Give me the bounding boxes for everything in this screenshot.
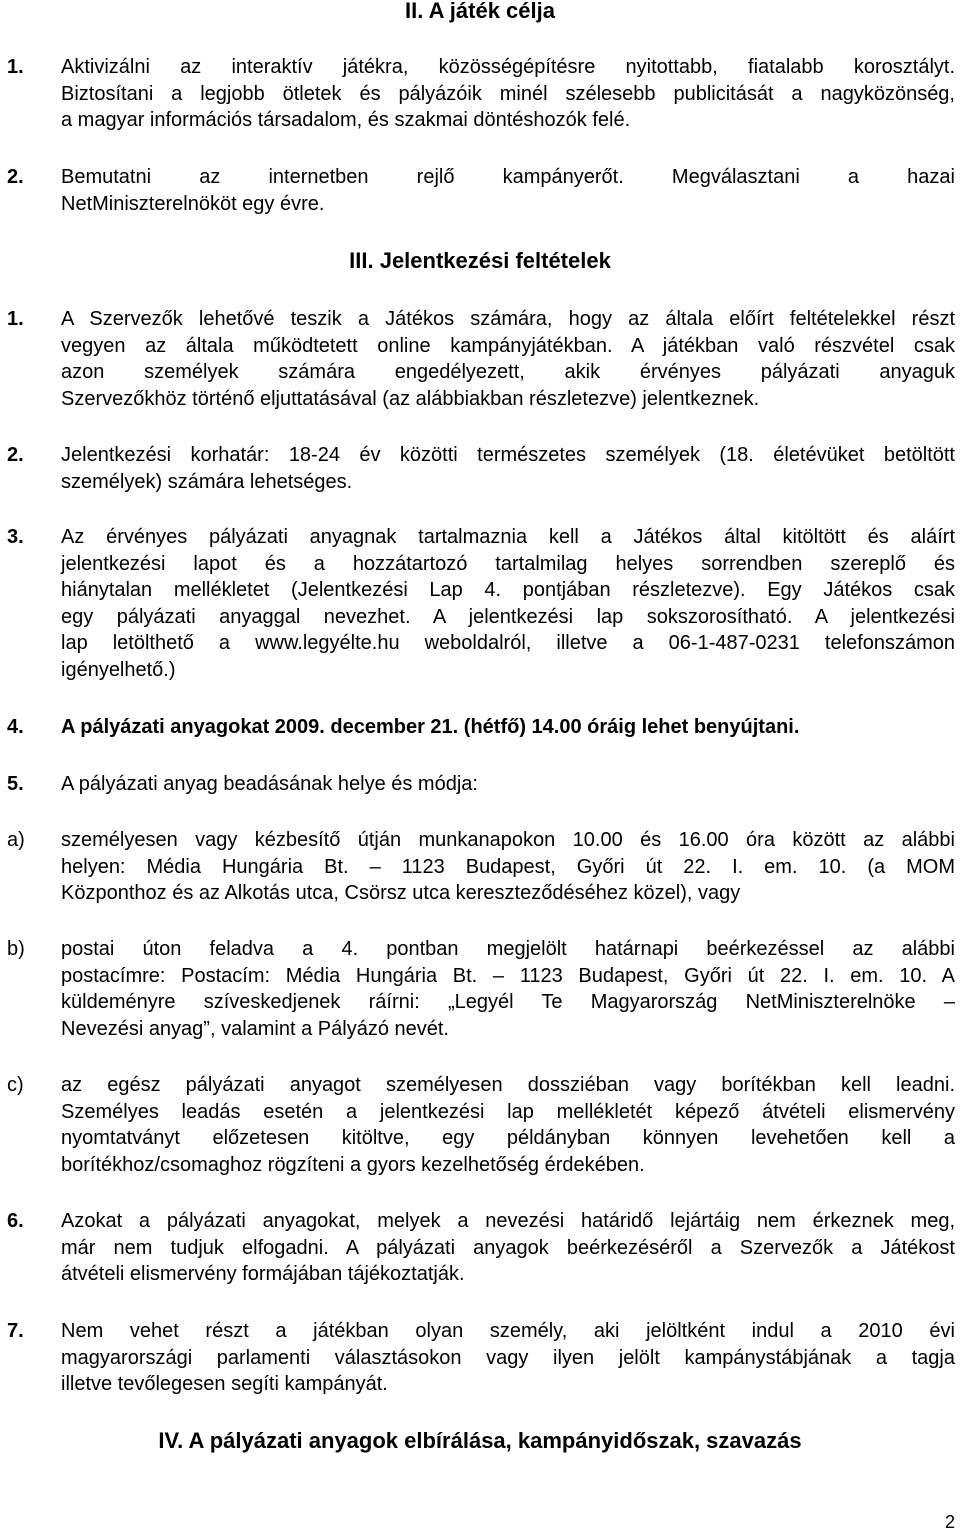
item-text: Bemutatni az internetben rejlő kampányerőt. Megválasztani a hazai NetMiniszterelnököt egy évre.	[61, 166, 955, 215]
item-letter: b)	[7, 938, 25, 960]
item-number: 2.	[7, 166, 24, 188]
item-number: 4.	[7, 716, 24, 738]
item-text: az egész pályázati anyagot személyesen dossziéban vagy borítékban kell leadni. Személyes leadás esetén a jelentkezési lap mellékletét képező átvételi elismervény nyomtatványt előzetesen kitöltve, egy példányban könnyen levehetően kell a borítékhoz/csomaghoz rögzíteni a gyors kezelhetőség érdekében.	[61, 1074, 955, 1176]
item-number: 7.	[7, 1320, 24, 1342]
section-heading-conditions: III. Jelentkezési feltételek	[349, 248, 611, 273]
item-text: Azokat a pályázati anyagokat, melyek a nevezési határidő lejártáig nem érkeznek meg, már nem tudjuk elfogadni. A pályázati anyagok beérkezéséről a Szervezők a Játékost átvételi elismervény formájában tájékoztatják.	[61, 1210, 955, 1285]
item-text: személyesen vagy kézbesítő útján munkanapokon 10.00 és 16.00 óra között az alábbi helyen: Média Hungária Bt. – 1123 Budapest, Győri út 22. I. em. 10. (a MOM Központhoz és az Alkotás utca, Csörsz utca kereszteződéséhez közel), vagy	[61, 829, 955, 904]
deadline-text: A pályázati anyagokat 2009. december 21. (hétfő) 14.00 óráig lehet benyújtani.	[61, 716, 800, 738]
item-text: A Szervezők lehetővé teszik a Játékos számára, hogy az általa előírt feltételekkel részt vegyen az általa működtetett online kampányjátékban. A játékban való részvétel csak azon személyek számára engedélyezett, akik érvényes pályázati anyaguk Szervezőkhöz történő eljuttatásával (az alábbiakban részletezve) jelentkeznek.	[61, 308, 955, 410]
section-heading-evaluation: IV. A pályázati anyagok elbírálása, kampányidőszak, szavazás	[158, 1428, 802, 1453]
item-number: 2.	[7, 444, 24, 466]
item-text: postai úton feladva a 4. pontban megjelölt határnapi beérkezéssel az alábbi postacímre: Postacím: Média Hungária Bt. – 1123 Budapest, Győri út 22. I. em. 10. A küldeményre szíveskedjenek ráírni: „Legyél Te Magyarország NetMiniszterelnöke – Nevezési anyag”, valamint a Pályázó nevét.	[61, 938, 955, 1040]
item-text: A pályázati anyag beadásának helye és módja:	[61, 773, 478, 795]
item-number: 5.	[7, 773, 24, 795]
item-number: 1.	[7, 56, 24, 78]
item-text: Aktivizálni az interaktív játékra, közösségépítésre nyitottabb, fiatalabb korosztályt. Biztosítani a legjobb ötletek és pályázóik minél szélesebb publicitását a nagyközönség, a magyar információs társadalom, és szakmai döntéshozók felé.	[61, 56, 955, 131]
item-text: Az érvényes pályázati anyagnak tartalmaznia kell a Játékos által kitöltött és aláírt jelentkezési lapot és a hozzátartozó tartalmilag helyes sorrendben szereplő és hiánytalan mellékletet (Jelentkezési Lap 4. pontjában részletezve). Egy Játékos csak egy pályázati anyaggal nevezhet. A jelentkezési lap sokszorosítható. A jelentkezési lap letölthető a www.legyélte.hu weboldalról, illetve a 06-1-487-0231 telefonszámon igényelhető.)	[61, 526, 955, 681]
item-number: 6.	[7, 1210, 24, 1232]
item-number: 3.	[7, 526, 24, 548]
section-heading-goal: II. A játék célja	[404, 0, 555, 23]
item-text: Nem vehet részt a játékban olyan személy, aki jelöltként indul a 2010 évi magyarországi parlamenti választásokon vagy ilyen jelölt kampánystábjának a tagja illetve tevőlegesen segíti kampányát.	[61, 1320, 955, 1395]
item-text: Jelentkezési korhatár: 18-24 év közötti természetes személyek (18. életévüket betöltött személyek) számára lehetséges.	[61, 444, 955, 493]
item-letter: c)	[7, 1074, 24, 1096]
item-letter: a)	[7, 829, 25, 851]
page-number: 2	[944, 1512, 955, 1532]
item-number: 1.	[7, 308, 24, 330]
